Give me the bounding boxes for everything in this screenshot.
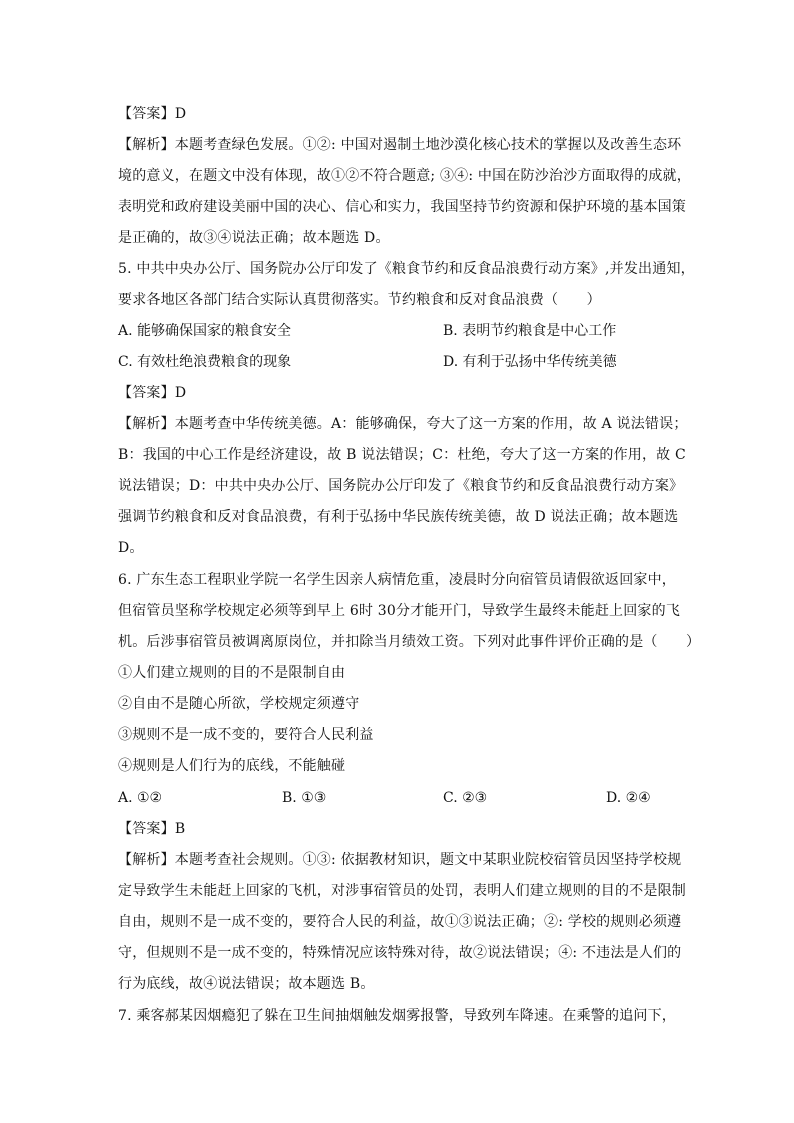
q6-option-c: C. ②③ — [443, 790, 488, 806]
q5-stem-line-1: 5. 中共中央办公厅、国务院办公厅印发了《粮食节约和反食品浪费行动方案》,并发出通知， — [118, 261, 695, 277]
q4-analysis-line-3: 表明党和政府建设美丽中国的决心、信心和实力，我国坚持节约资源和保护环境的基本国策 — [118, 199, 686, 215]
q4-analysis-line-1: 【解析】本题考查绿色发展。①②: 中国对遏制土地沙漠化核心技术的掌握以及改善生态环 — [118, 137, 682, 153]
q6-statement-2: ②自由不是随心所欲，学校规定须遵守 — [118, 696, 360, 712]
q5-option-b: B. 表明节约粮食是中心工作 — [443, 323, 617, 339]
q6-stem-line-1: 6. 广东生态工程职业学院一名学生因亲人病情危重，凌晨时分向宿管员请假欲返回家中， — [118, 572, 677, 588]
answer-label: 【答案】 — [118, 106, 175, 122]
q6-stem-line-3: 机。后涉事宿管员被调离原岗位，并扣除当月绩效工资。下列对此事件评价正确的是（ ） — [118, 634, 701, 650]
q5-analysis-line-2: B：我国的中心工作是经济建设，故 B 说法错误；C：杜绝，夸大了这一方案的作用，故 C — [118, 447, 686, 463]
answer-value: D — [174, 106, 187, 122]
q5-option-d: D. 有利于弘扬中华传统美德 — [443, 354, 617, 370]
q4-analysis-line-4: 是正确的，故③④说法正确；故本题选 D。 — [118, 230, 390, 246]
q5-option-c: C. 有效杜绝浪费粮食的现象 — [118, 354, 292, 370]
q6-statement-3: ③规则不是一成不变的，要符合人民利益 — [118, 727, 374, 743]
q5-analysis-line-3: 说法错误；D：中共中央办公厅、国务院办公厅印发了《粮食节约和反食品浪费行动方案》 — [118, 478, 684, 494]
q6-statement-4: ④规则是人们行为的底线，不能触碰 — [118, 758, 346, 774]
answer-value: D — [174, 385, 187, 401]
q7-stem-line-1: 7. 乘客郝某因烟瘾犯了躲在卫生间抽烟触发烟雾报警，导致列车降速。在乘警的追问下， — [118, 1008, 677, 1024]
q5-answer — [118, 383, 186, 403]
answer-value: B — [174, 821, 186, 837]
q6-answer — [118, 819, 185, 839]
q5-option-a: A. 能够确保国家的粮食安全 — [118, 323, 292, 339]
q4-answer — [118, 104, 186, 124]
q6-analysis-line-4: 守，但规则不是一成不变的，特殊情况应该特殊对待，故②说法错误；④: 不违法是人们的 — [118, 945, 682, 961]
q5-analysis-line-1: 【解析】本题考查中华传统美德。A：能够确保，夸大了这一方案的作用，故 A 说法错误； — [118, 416, 688, 432]
q5-stem-line-2: 要求各地区各部门结合实际认真贯彻落实。节约粮食和反对食品浪费（ ） — [118, 292, 601, 308]
q6-option-b: B. ①③ — [282, 790, 327, 806]
q6-analysis-line-5: 行为底线，故④说法错误；故本题选 B。 — [118, 976, 375, 992]
q5-analysis-line-5: D。 — [118, 540, 144, 556]
q6-statement-1: ①人们建立规则的目的不是限制自由 — [118, 665, 346, 681]
q6-analysis-line-1: 【解析】本题考查社会规则。①③: 依据教材知识，题文中某职业院校宿管员因坚持学校规 — [118, 852, 682, 868]
q5-analysis-line-4: 强调节约粮食和反对食品浪费，有利于弘扬中华民族传统美德，故 D 说法正确；故本题选 — [118, 509, 679, 525]
q6-analysis-line-3: 自由，规则不是一成不变的，要符合人民的利益，故①③说法正确；②: 学校的规则必须遵 — [118, 914, 682, 930]
q6-option-d: D. ②④ — [606, 790, 651, 806]
q4-analysis-line-2: 境的意义，在题文中没有体现，故①②不符合题意; ③④: 中国在防沙治沙方面取得的成就， — [118, 168, 691, 184]
q6-analysis-line-2: 定导致学生未能赶上回家的飞机，对涉事宿管员的处罚，表明人们建立规则的目的不是限制 — [118, 883, 686, 899]
answer-label: 【答案】 — [118, 821, 175, 837]
q6-option-a: A. ①② — [118, 790, 163, 806]
answer-label: 【答案】 — [118, 385, 175, 401]
q6-stem-line-2: 但宿管员坚称学校规定必须等到早上 6时 30分才能开门，导致学生最终未能赶上回家的飞 — [118, 603, 681, 619]
